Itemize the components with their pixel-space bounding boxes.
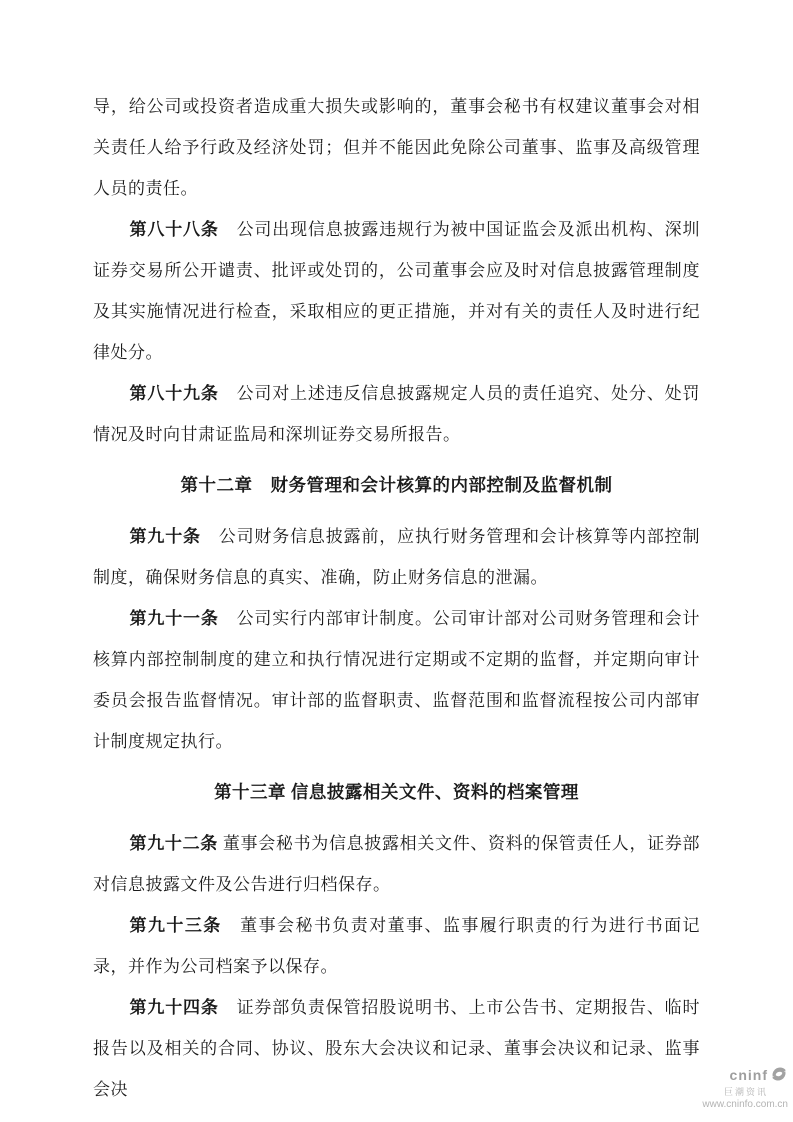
article-91 bbox=[93, 598, 700, 762]
article-93-text: 董事会秘书负责对董事、监事履行职责的行为进行书面记录，并作为公司档案予以保存。 bbox=[93, 916, 701, 976]
article-91-text: 公司实行内部审计制度。公司审计部对公司财务管理和会计核算内部控制制度的建立和执行情况进行定期或不定期的监督，并定期向审计委员会报告监督情况。审计部的监督职责、监督范围和监督流程按公司内部审计制度规定执行。 bbox=[93, 609, 701, 751]
article-94 bbox=[93, 987, 700, 1110]
cninfo-watermark bbox=[702, 1065, 788, 1110]
article-88-text: 公司出现信息披露违规行为被中国证监会及派出机构、深圳证券交易所公开谴责、批评或处罚的，公司董事会应及时对信息披露管理制度及其实施情况进行检查，采取相应的更正措施，并对有关的责任人及时进行纪律处分。 bbox=[93, 220, 701, 362]
cninfo-logo-text: cninf bbox=[729, 1067, 768, 1084]
article-88 bbox=[93, 209, 700, 373]
cninfo-chinese-name: 巨潮资讯 bbox=[723, 1087, 768, 1098]
article-88-number: 第八十八条 bbox=[129, 220, 219, 239]
article-90-text: 公司财务信息披露前，应执行财务管理和会计核算等内部控制制度，确保财务信息的真实、准确，防止财务信息的泄漏。 bbox=[93, 527, 701, 587]
cninfo-swirl-icon bbox=[770, 1065, 788, 1088]
article-91-number: 第九十一条 bbox=[129, 609, 219, 628]
article-92-text: 董事会秘书为信息披露相关文件、资料的保管责任人，证券部对信息披露文件及公告进行归档保存。 bbox=[93, 834, 701, 894]
article-92 bbox=[93, 823, 700, 905]
article-89-number: 第八十九条 bbox=[129, 384, 219, 403]
paragraph-continuation: 导，给公司或投资者造成重大损失或影响的，董事会秘书有权建议董事会对相关责任人给予行政及经济处罚；但并不能因此免除公司董事、监事及高级管理人员的责任。 bbox=[93, 97, 700, 198]
chapter-13-heading: 第十三章 信息披露相关文件、资料的档案管理 bbox=[214, 782, 579, 802]
document-content bbox=[93, 86, 700, 1110]
article-89 bbox=[93, 373, 700, 455]
article-90 bbox=[93, 516, 700, 598]
article-93-number: 第九十三条 bbox=[129, 916, 222, 935]
chapter-12-heading: 第十二章 财务管理和会计核算的内部控制及监督机制 bbox=[180, 475, 613, 495]
article-89-text: 公司对上述违反信息披露规定人员的责任追究、处分、处罚情况及时向甘肃证监局和深圳证券交易所报告。 bbox=[93, 384, 701, 444]
article-90-number: 第九十条 bbox=[129, 527, 201, 546]
article-92-number: 第九十二条 bbox=[129, 834, 218, 853]
article-94-text: 证券部负责保管招股说明书、上市公告书、定期报告、临时报告以及相关的合同、协议、股东大会决议和记录、董事会决议和记录、监事会决 bbox=[93, 998, 701, 1099]
cninfo-logo-row bbox=[702, 1065, 788, 1088]
article-93 bbox=[93, 905, 700, 987]
article-94-number: 第九十四条 bbox=[129, 998, 219, 1017]
cninfo-url: www.cninfo.com.cn bbox=[702, 1099, 788, 1110]
